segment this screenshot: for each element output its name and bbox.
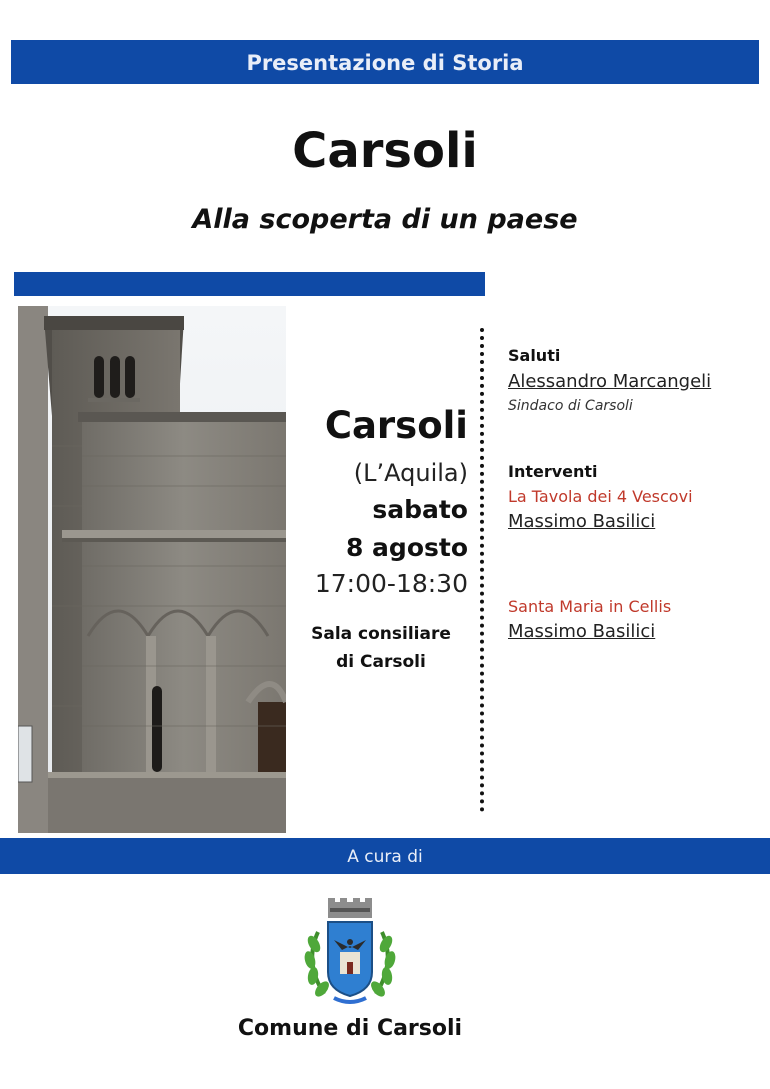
footer-bar: [0, 838, 770, 874]
talk1-speaker: Massimo Basilici: [508, 511, 656, 532]
dotted-divider: [480, 328, 484, 812]
event-city: Carsoli: [324, 404, 468, 447]
event-province: (L’Aquila): [353, 459, 468, 487]
talk1-title: La Tavola dei 4 Vescovi: [508, 487, 693, 506]
talks-label: Interventi: [508, 462, 598, 481]
header-bar-text: Presentazione di Storia: [246, 51, 524, 75]
greetings-label: Saluti: [508, 346, 561, 365]
page-subtitle: Alla scoperta di un paese: [192, 204, 578, 235]
greetings-name: Alessandro Marcangeli: [508, 371, 712, 392]
event-day: sabato: [372, 495, 468, 524]
header-bar: [11, 40, 759, 84]
event-time: 17:00-18:30: [314, 569, 468, 598]
event-place-line2: di Carsoli: [336, 652, 426, 672]
coat-of-arms-icon: [294, 892, 406, 1012]
church-illustration: [18, 306, 286, 833]
footer-bar-text: A cura di: [347, 847, 423, 867]
divider-bar: [14, 272, 485, 296]
event-place: [296, 620, 466, 676]
event-date: 8 agosto: [345, 533, 468, 562]
organizer-name: Comune di Carsoli: [237, 1016, 463, 1041]
talk2-title: Santa Maria in Cellis: [508, 597, 672, 616]
church-photo: [18, 306, 286, 833]
greetings-role: Sindaco di Carsoli: [508, 398, 633, 414]
event-place-line1: Sala consiliare: [311, 624, 451, 644]
talk2-speaker: Massimo Basilici: [508, 621, 656, 642]
page-title: Carsoli: [292, 123, 478, 179]
